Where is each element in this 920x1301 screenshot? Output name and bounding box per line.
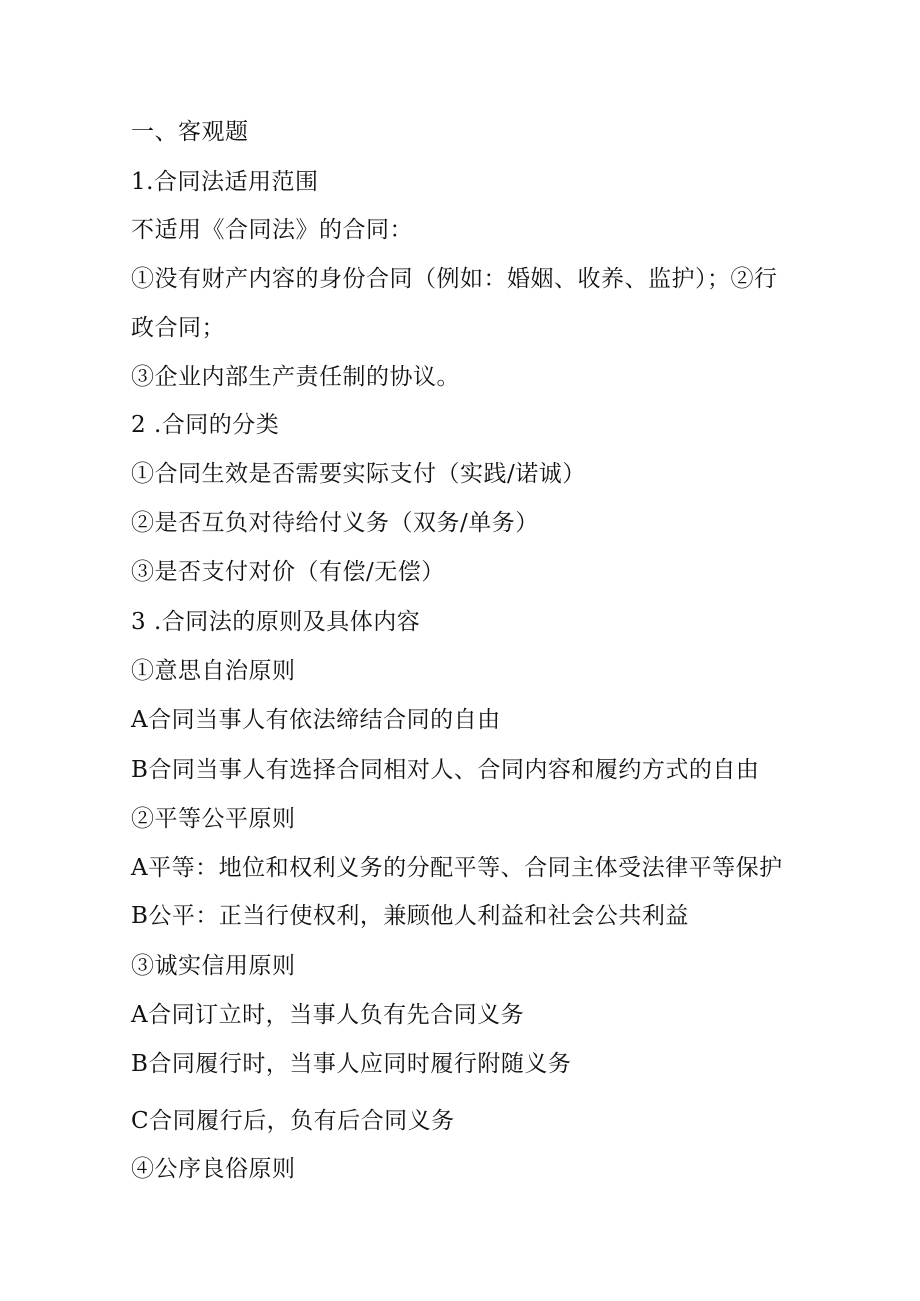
text-line: 不适用《合同法》的合同： <box>131 217 413 243</box>
text-line: B公平：正当行使权利，兼顾他人利益和社会公共利益 <box>131 903 689 929</box>
text-line: B合同当事人有选择合同相对人、合同内容和履约方式的自由 <box>131 757 760 783</box>
text-line: ④公序良俗原则 <box>131 1156 296 1182</box>
text-line: ②平等公平原则 <box>131 806 296 832</box>
section-heading-objective-questions: 一、客观题 <box>131 119 249 145</box>
text-line: ①意思自治原则 <box>131 658 296 684</box>
heading-contract-law-principles: 3 .合同法的原则及具体内容 <box>131 609 421 635</box>
text-line: ②是否互负对待给付义务（双务/单务） <box>131 510 539 536</box>
text-line: ③是否支付对价（有偿/无偿） <box>131 559 445 585</box>
text-line: C合同履行后，负有后合同义务 <box>131 1108 455 1134</box>
heading-contract-classification: 2 .合同的分类 <box>131 412 280 438</box>
text-line: A平等：地位和权利义务的分配平等、合同主体受法律平等保护 <box>131 855 783 881</box>
heading-scope-of-contract-law: 1.合同法适用范围 <box>131 169 319 195</box>
text-line: ③诚实信用原则 <box>131 953 296 979</box>
text-line: 政合同； <box>131 315 225 341</box>
text-line: A合同当事人有依法缔结合同的自由 <box>131 707 501 733</box>
text-line: ①合同生效是否需要实际支付（实践/诺诚） <box>131 461 586 487</box>
text-line: ③企业内部生产责任制的协议。 <box>131 364 460 390</box>
text-line: B合同履行时，当事人应同时履行附随义务 <box>131 1051 572 1077</box>
text-line: ①没有财产内容的身份合同（例如：婚姻、收养、监护）；②行 <box>131 266 778 292</box>
text-line: A合同订立时，当事人负有先合同义务 <box>131 1002 525 1028</box>
